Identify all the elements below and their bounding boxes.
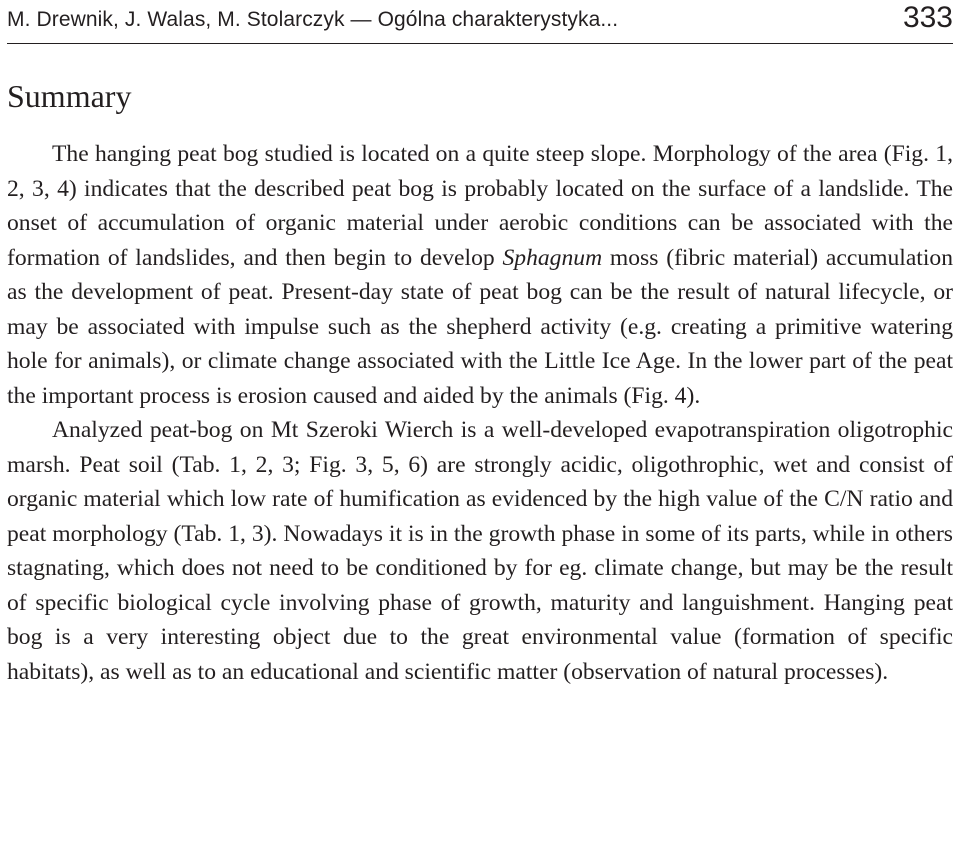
- paragraph-1: [7, 137, 953, 413]
- paragraph-2: Analyzed peat-bog on Mt Szeroki Wierch is a well-developed evapotranspiration oligotrophic marsh. Peat soil (Tab. 1, 2, 3; Fig. 3, 5, 6) are strongly acidic, oligothrophic, wet and consist of organic material which low rate of humification as evidenced by the high value of the C/N ratio and peat morphology (Tab. 1, 3). Nowadays it is in the growth phase in some of its parts, while in others stagnating, which does not need to be conditioned by for eg. climate change, but may be the result of specific biological cycle involving phase of growth, maturity and languishment. Hanging peat bog is a very interesting object due to the great environmental value (formation of specific habitats), as well as to an educational and scientific matter (observation of natural processes).: [7, 417, 953, 685]
- summary-body: [7, 137, 953, 689]
- running-header: [7, 0, 953, 44]
- paragraph-1-text-b: moss (fibric material) accumulation as the development of peat. Present-day state of peat bog can be the result of natural lifecycle, or may be associated with impulse such as the shepherd activity (e.g. creating a primitive watering hole for animals), or climate change associated with the Little Ice Age. In the lower part of the peat the important process is erosion caused and aided by the animals (Fig. 4).: [7, 244, 953, 409]
- paragraph-1-text-a: The hanging peat bog studied is located on a quite steep slope. Morphology of the area (Fig. 1, 2, 3, 4) indicates that the described peat bog is probably located on the surface of a landslide. The onset of accumulation of organic material under aerobic conditions can be associated with the formation of landslides, and then begin to develop: [7, 141, 953, 271]
- section-title: Summary: [7, 78, 132, 114]
- page-number: 333: [902, 1, 953, 34]
- species-name: Sphagnum: [502, 244, 603, 271]
- running-header-title: M. Drewnik, J. Walas, M. Stolarczyk — Ogólna charakterystyka...: [7, 8, 619, 31]
